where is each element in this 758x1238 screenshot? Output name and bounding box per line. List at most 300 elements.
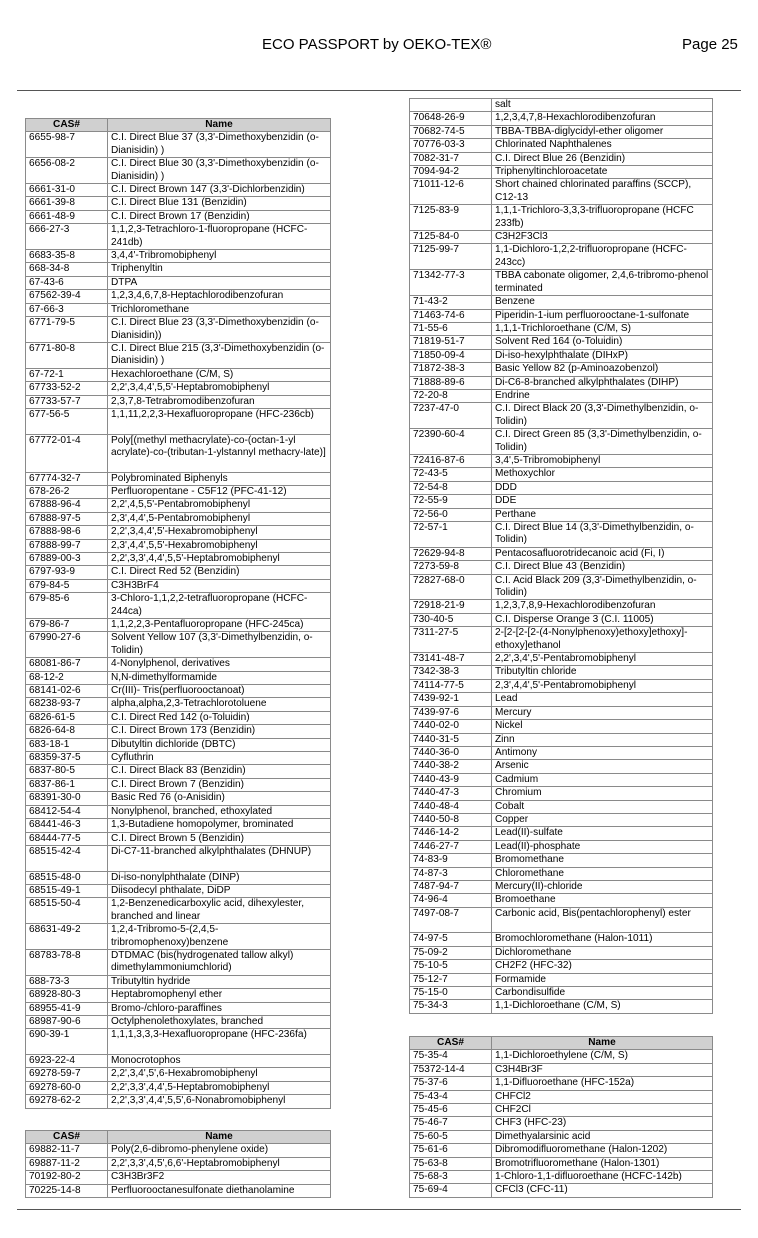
cas-number-cell: 73141-48-7 <box>410 653 492 666</box>
table-row <box>26 342 331 368</box>
substance-name-cell: Dichloromethane <box>492 946 713 959</box>
cas-number-cell: 688-73-3 <box>26 975 108 988</box>
table-row <box>26 975 331 988</box>
cas-number-cell: 7439-92-1 <box>410 693 492 706</box>
table-row <box>410 403 713 429</box>
cas-number-cell: 679-86-7 <box>26 619 108 632</box>
substance-name-cell: 2,3',4,4',5'-Pentabromobiphenyl <box>492 679 713 692</box>
table-row <box>410 813 713 826</box>
table-row <box>26 1144 331 1157</box>
table-row <box>410 152 713 165</box>
substance-name-cell: Bromoethane <box>492 894 713 907</box>
table-row <box>26 1157 331 1170</box>
substance-name-cell: TBBA-TBBA-diglycidyl-ether oligomer <box>492 125 713 138</box>
table-row <box>410 1144 713 1157</box>
cas-number-cell: 67888-97-5 <box>26 512 108 525</box>
table-row <box>410 733 713 746</box>
cas-number-cell: 71-43-2 <box>410 296 492 309</box>
table-row <box>26 738 331 751</box>
table-row <box>410 787 713 800</box>
substance-name-cell: Copper <box>492 813 713 826</box>
substance-name-cell: Tributyltin chloride <box>492 666 713 679</box>
substance-name-cell: 1,1,11,2,2,3-Hexafluoropropane (HFC-236cb) <box>108 408 331 434</box>
substance-name-cell: 1,2,3,7,8,9-Hexachlorodibenzofuran <box>492 600 713 613</box>
cas-number-cell: 71-55-6 <box>410 322 492 335</box>
cas-number-cell: 75-12-7 <box>410 973 492 986</box>
table-row <box>410 429 713 455</box>
substance-name-cell: 2,2',3,4',5',6-Hexabromobiphenyl <box>108 1068 331 1081</box>
cas-number-cell: 68081-86-7 <box>26 658 108 671</box>
cas-number-cell: 72827-68-0 <box>410 574 492 600</box>
substance-name-cell: C.I. Direct Red 52 (Benzidin) <box>108 566 331 579</box>
table-row <box>410 125 713 138</box>
table-row <box>410 600 713 613</box>
substance-name-cell: Tributyltin hydride <box>108 975 331 988</box>
cas-number-cell: 75-37-6 <box>410 1077 492 1090</box>
table-row <box>26 250 331 263</box>
table-row <box>410 1050 713 1063</box>
substance-name-cell: 1,2,3,4,6,7,8-Heptachlorodibenzofuran <box>108 290 331 303</box>
cas-number-cell: 72416-87-6 <box>410 454 492 467</box>
substance-name-cell: 1,1-Dichloroethane (C/M, S) <box>492 1000 713 1013</box>
table-row <box>410 296 713 309</box>
table-row <box>410 1104 713 1117</box>
table-row <box>410 495 713 508</box>
table-row <box>410 854 713 867</box>
cas-number-cell: 72-54-8 <box>410 481 492 494</box>
substance-name-cell: CHF2Cl <box>492 1104 713 1117</box>
substance-name-cell: Octylphenolethoxylates, branched <box>108 1015 331 1028</box>
cas-number-cell: 7237-47-0 <box>410 403 492 429</box>
substance-name-cell: Hexachloroethane (C/M, S) <box>108 368 331 381</box>
table-row <box>26 1015 331 1028</box>
cas-number-cell: 7311-27-5 <box>410 627 492 653</box>
cas-number-cell: 68141-02-6 <box>26 685 108 698</box>
cas-number-cell: 7497-08-7 <box>410 907 492 933</box>
cas-number-cell: 67733-57-7 <box>26 395 108 408</box>
substance-name-cell: 2,2',3,4,4',5,5'-Heptabromobiphenyl <box>108 382 331 395</box>
substance-name-cell: C.I. Direct Blue 215 (3,3'-Dimethoxybenzidin (o-Dianisidin) ) <box>108 342 331 368</box>
table-row <box>26 566 331 579</box>
substance-name-cell: CHF3 (HFC-23) <box>492 1117 713 1130</box>
table-row <box>26 871 331 884</box>
cas-number-cell: 7487-94-7 <box>410 880 492 893</box>
cas-number-cell: 690-39-1 <box>26 1029 108 1055</box>
substance-name-cell: Carbondisulfide <box>492 987 713 1000</box>
cas-number-cell: 7440-02-0 <box>410 720 492 733</box>
substance-name-cell: 2-[2-[2-[2-(4-Nonylphenoxy)ethoxy]ethoxy]-ethoxy]ethanol <box>492 627 713 653</box>
table-row <box>410 894 713 907</box>
cas-number-cell: 6771-80-8 <box>26 342 108 368</box>
table-row <box>26 711 331 724</box>
cas-number-cell: 7440-31-5 <box>410 733 492 746</box>
substance-name-cell: C.I. Direct Brown 147 (3,3'-Dichlorbenzidin) <box>108 184 331 197</box>
table-row <box>410 627 713 653</box>
cas-number-cell: 6683-35-8 <box>26 250 108 263</box>
table-row <box>410 880 713 893</box>
cas-number-cell: 67772-01-4 <box>26 434 108 472</box>
substance-name-cell: DTDMAC (bis(hydrogenated tallow alkyl) dimethylammoniumchlorid) <box>108 949 331 975</box>
footer-rule <box>17 1209 741 1210</box>
substance-name-cell: Di-iso-hexylphthalate (DIHxP) <box>492 349 713 362</box>
cas-number-cell: 6797-93-9 <box>26 566 108 579</box>
cas-number-cell: 68444-77-5 <box>26 832 108 845</box>
table-body <box>26 1144 331 1198</box>
cas-number-cell: 72-55-9 <box>410 495 492 508</box>
table-row <box>410 760 713 773</box>
substance-name-cell: Nickel <box>492 720 713 733</box>
substance-name-cell: Perfluorooctanesulfonate diethanolamine <box>108 1184 331 1197</box>
cas-number-cell: 68955-41-9 <box>26 1002 108 1015</box>
table-row <box>410 231 713 244</box>
cas-number-cell: 74114-77-5 <box>410 679 492 692</box>
substance-name-cell: Triphenyltinchloroacetate <box>492 166 713 179</box>
cas-number-cell: 678-26-2 <box>26 485 108 498</box>
substance-name-cell: C3H4Br3F <box>492 1063 713 1076</box>
cas-number-cell: 68928-80-3 <box>26 989 108 1002</box>
table-row <box>26 685 331 698</box>
cas-number-cell: 72-20-8 <box>410 389 492 402</box>
cas-number-cell: 6826-61-5 <box>26 711 108 724</box>
cas-number-cell: 75-09-2 <box>410 946 492 959</box>
substance-table-right-2 <box>409 1036 713 1198</box>
table-row <box>26 197 331 210</box>
table-row <box>410 561 713 574</box>
table-row <box>26 1054 331 1067</box>
table-row <box>410 679 713 692</box>
substance-name-cell: Trichloromethane <box>108 303 331 316</box>
substance-name-cell: Polybrominated Biphenyls <box>108 472 331 485</box>
table-row <box>26 210 331 223</box>
name-column-header: Name <box>108 1131 331 1144</box>
cas-column-header: CAS# <box>410 1037 492 1050</box>
cas-number-cell: 72-57-1 <box>410 522 492 548</box>
table-row <box>410 907 713 933</box>
name-column-header: Name <box>492 1037 713 1050</box>
cas-number-cell: 70776-03-3 <box>410 139 492 152</box>
substance-name-cell: 2,3,7,8-Tetrabromodibenzofuran <box>108 395 331 408</box>
table-row <box>410 179 713 205</box>
substance-name-cell: Bromomethane <box>492 854 713 867</box>
header-rule <box>17 90 741 91</box>
table-row <box>410 508 713 521</box>
cas-number-cell: 74-87-3 <box>410 867 492 880</box>
cas-number-cell: 6771-79-5 <box>26 317 108 343</box>
table-row <box>410 1171 713 1184</box>
cas-number-cell: 6661-39-8 <box>26 197 108 210</box>
substance-name-cell: 1,2,4-Tribromo-5-(2,4,5-tribromophenoxy)benzene <box>108 924 331 950</box>
cas-number-cell: 68238-93-7 <box>26 698 108 711</box>
table-row <box>410 1117 713 1130</box>
table-header-row <box>26 1131 331 1144</box>
table-row <box>26 1029 331 1055</box>
substance-name-cell: Perthane <box>492 508 713 521</box>
cas-number-cell: 67888-98-6 <box>26 526 108 539</box>
substance-name-cell: Zinn <box>492 733 713 746</box>
cas-number-cell: 68412-54-4 <box>26 805 108 818</box>
cas-number-cell: 7440-38-2 <box>410 760 492 773</box>
substance-name-cell: DTPA <box>108 276 331 289</box>
cas-number-cell: 677-56-5 <box>26 408 108 434</box>
table-row <box>26 485 331 498</box>
cas-number-cell: 71888-89-6 <box>410 376 492 389</box>
table-row <box>26 752 331 765</box>
cas-number-cell: 69278-60-0 <box>26 1081 108 1094</box>
substance-name-cell: Lead(II)-phosphate <box>492 840 713 853</box>
table-row <box>26 303 331 316</box>
table-row <box>410 1184 713 1197</box>
cas-number-cell: 6826-64-8 <box>26 725 108 738</box>
cas-number-cell: 75-34-3 <box>410 1000 492 1013</box>
table-row <box>26 579 331 592</box>
cas-number-cell: 68515-49-1 <box>26 884 108 897</box>
table-row <box>410 244 713 270</box>
substance-name-cell: Heptabromophenyl ether <box>108 989 331 1002</box>
cas-column-header: CAS# <box>26 1131 108 1144</box>
table-row <box>26 924 331 950</box>
cas-number-cell: 67774-32-7 <box>26 472 108 485</box>
substance-name-cell: Poly(2,6-dibromo-phenylene oxide) <box>108 1144 331 1157</box>
table-body <box>410 1050 713 1197</box>
table-row <box>26 1171 331 1184</box>
cas-number-cell: 75-61-6 <box>410 1144 492 1157</box>
table-row <box>26 408 331 434</box>
page-number: Page 25 <box>682 36 738 53</box>
substance-name-cell: 1,1,1-Trichloro-3,3,3-trifluoropropane (HCFC 233fb) <box>492 205 713 231</box>
cas-number-cell: 6655-98-7 <box>26 132 108 158</box>
table-header-row <box>410 1037 713 1050</box>
cas-number-cell: 69278-62-2 <box>26 1095 108 1108</box>
table-row <box>410 706 713 719</box>
table-row <box>26 263 331 276</box>
substance-name-cell: C.I. Direct Blue 14 (3,3'-Dimethylbenzidin, o-Tolidin) <box>492 522 713 548</box>
cas-number-cell: 68515-50-4 <box>26 898 108 924</box>
substance-name-cell: Bromo-/chloro-paraffines <box>108 1002 331 1015</box>
cas-number-cell: 67889-00-3 <box>26 552 108 565</box>
substance-name-cell: C.I. Direct Brown 17 (Benzidin) <box>108 210 331 223</box>
cas-number-cell: 74-96-4 <box>410 894 492 907</box>
substance-name-cell: Lead <box>492 693 713 706</box>
table-row <box>410 653 713 666</box>
cas-number-cell: 679-85-6 <box>26 593 108 619</box>
cas-number-cell: 75-35-4 <box>410 1050 492 1063</box>
table-row <box>410 933 713 946</box>
table-row <box>410 987 713 1000</box>
table-row <box>410 481 713 494</box>
cas-number-cell: 71463-74-6 <box>410 309 492 322</box>
substance-name-cell: Piperidin-1-ium perfluorooctane-1-sulfonate <box>492 309 713 322</box>
cas-number-cell: 67562-39-4 <box>26 290 108 303</box>
substance-name-cell: 1,1-Dichloroethylene (C/M, S) <box>492 1050 713 1063</box>
substance-name-cell: 1,1,2,3-Tetrachloro-1-fluoropropane (HCFC-241db) <box>108 224 331 250</box>
cas-number-cell: 72918-21-9 <box>410 600 492 613</box>
substance-table-left-2 <box>25 1130 331 1198</box>
table-row <box>410 946 713 959</box>
table-row <box>26 698 331 711</box>
cas-number-cell: 70225-14-8 <box>26 1184 108 1197</box>
table-body <box>410 99 713 1014</box>
table-row <box>410 840 713 853</box>
table-row <box>410 800 713 813</box>
cas-number-cell: 75-60-5 <box>410 1130 492 1143</box>
table-body <box>26 132 331 1108</box>
cas-number-cell: 666-27-3 <box>26 224 108 250</box>
cas-number-cell: 71850-09-4 <box>410 349 492 362</box>
table-row <box>26 725 331 738</box>
table-row <box>410 1130 713 1143</box>
cas-number-cell: 6661-31-0 <box>26 184 108 197</box>
substance-name-cell: Bromochloromethane (Halon-1011) <box>492 933 713 946</box>
substance-name-cell: 1,1-Difluoroethane (HFC-152a) <box>492 1077 713 1090</box>
cas-number-cell: 7440-48-4 <box>410 800 492 813</box>
cas-number-cell: 75372-14-4 <box>410 1063 492 1076</box>
substance-name-cell: C.I. Direct Blue 131 (Benzidin) <box>108 197 331 210</box>
table-row <box>410 973 713 986</box>
table-row <box>26 819 331 832</box>
cas-number-cell: 75-43-4 <box>410 1090 492 1103</box>
table-row <box>26 884 331 897</box>
cas-number-cell: 71819-51-7 <box>410 336 492 349</box>
substance-name-cell: 2,2',3,3',4,4',5-Heptabromobiphenyl <box>108 1081 331 1094</box>
cas-number-cell: 70682-74-5 <box>410 125 492 138</box>
substance-name-cell: 2,2',4,5,5'-Pentabromobiphenyl <box>108 499 331 512</box>
substance-name-cell: C.I. Direct Blue 30 (3,3'-Dimethoxybenzidin (o-Dianisidin) ) <box>108 158 331 184</box>
table-row <box>26 539 331 552</box>
cas-number-cell: 67888-99-7 <box>26 539 108 552</box>
table-row <box>410 1000 713 1013</box>
substance-name-cell: Triphenyltin <box>108 263 331 276</box>
table-row <box>26 184 331 197</box>
substance-name-cell: 1,2-Benzenedicarboxylic acid, dihexylester, branched and linear <box>108 898 331 924</box>
table-row <box>26 765 331 778</box>
cas-number-cell: 6923-22-4 <box>26 1054 108 1067</box>
substance-name-cell: Nonylphenol, branched, ethoxylated <box>108 805 331 818</box>
cas-number-cell: 67990-27-6 <box>26 632 108 658</box>
substance-name-cell: DDE <box>492 495 713 508</box>
table-row <box>410 349 713 362</box>
substance-name-cell: 3,4',5-Tribromobiphenyl <box>492 454 713 467</box>
cas-number-cell: 7125-99-7 <box>410 244 492 270</box>
table-row <box>410 454 713 467</box>
cas-number-cell: 7440-47-3 <box>410 787 492 800</box>
table-row <box>410 574 713 600</box>
table-row <box>410 613 713 626</box>
substance-name-cell: Lead(II)-sulfate <box>492 827 713 840</box>
cas-number-cell: 69278-59-7 <box>26 1068 108 1081</box>
table-row <box>410 166 713 179</box>
cas-number-cell: 68987-90-6 <box>26 1015 108 1028</box>
table-row <box>410 547 713 560</box>
table-row <box>410 389 713 402</box>
substance-name-cell: C.I. Direct Blue 37 (3,3'-Dimethoxybenzidin (o-Dianisidin) ) <box>108 132 331 158</box>
substance-name-cell: Basic Red 76 (o-Anisidin) <box>108 792 331 805</box>
table-row <box>26 1184 331 1197</box>
cas-number-cell: 7082-31-7 <box>410 152 492 165</box>
table-row <box>26 792 331 805</box>
table-row <box>26 158 331 184</box>
table-row <box>26 290 331 303</box>
table-row <box>410 746 713 759</box>
cas-number-cell: 68391-30-0 <box>26 792 108 805</box>
substance-name-cell: Chloromethane <box>492 867 713 880</box>
cas-number-cell: 7446-14-2 <box>410 827 492 840</box>
substance-name-cell: 1,1-Dichloro-1,2,2-trifluoropropane (HCFC-243cc) <box>492 244 713 270</box>
table-row <box>26 989 331 1002</box>
cas-number-cell: 68515-42-4 <box>26 845 108 871</box>
document-title: ECO PASSPORT by OEKO-TEX® <box>262 36 492 53</box>
table-row <box>26 395 331 408</box>
substance-name-cell: 1,1,2,2,3-Pentafluoropropane (HFC-245ca) <box>108 619 331 632</box>
substance-name-cell: C.I. Disperse Orange 3 (C.I. 11005) <box>492 613 713 626</box>
table-row <box>410 960 713 973</box>
substance-name-cell: Cadmium <box>492 773 713 786</box>
table-row <box>26 368 331 381</box>
substance-name-cell: salt <box>492 99 713 112</box>
table-row <box>410 867 713 880</box>
table-row <box>410 270 713 296</box>
cas-number-cell: 75-46-7 <box>410 1117 492 1130</box>
substance-table-right-1 <box>409 98 713 1014</box>
substance-name-cell: C3H2F3Cl3 <box>492 231 713 244</box>
substance-name-cell: Dibromodifluoromethane (Halon-1202) <box>492 1144 713 1157</box>
cas-number-cell: 71011-12-6 <box>410 179 492 205</box>
cas-number-cell: 7440-50-8 <box>410 813 492 826</box>
substance-name-cell: 1,1,1,3,3,3-Hexafluoropropane (HFC-236fa) <box>108 1029 331 1055</box>
substance-table-left-1 <box>25 118 331 1109</box>
table-row <box>26 526 331 539</box>
table-row <box>410 112 713 125</box>
table-row <box>410 468 713 481</box>
cas-number-cell: 7125-84-0 <box>410 231 492 244</box>
cas-number-cell: 7439-97-6 <box>410 706 492 719</box>
cas-number-cell: 75-69-4 <box>410 1184 492 1197</box>
cas-number-cell: 67-43-6 <box>26 276 108 289</box>
cas-number-cell: 679-84-5 <box>26 579 108 592</box>
cas-column-header: CAS# <box>26 119 108 132</box>
substance-name-cell: DDD <box>492 481 713 494</box>
cas-number-cell: 7125-83-9 <box>410 205 492 231</box>
cas-number-cell: 68441-46-3 <box>26 819 108 832</box>
cas-number-cell: 6837-86-1 <box>26 778 108 791</box>
cas-number-cell: 67-72-1 <box>26 368 108 381</box>
substance-name-cell: C3H3Br3F2 <box>108 1171 331 1184</box>
table-row <box>410 666 713 679</box>
substance-name-cell: Cyfluthrin <box>108 752 331 765</box>
table-row <box>26 472 331 485</box>
substance-name-cell: 1,2,3,4,7,8-Hexachlorodibenzofuran <box>492 112 713 125</box>
cas-number-cell <box>410 99 492 112</box>
substance-name-cell: C.I. Direct Red 142 (o-Toluidin) <box>108 711 331 724</box>
cas-number-cell: 6661-48-9 <box>26 210 108 223</box>
table-row <box>410 773 713 786</box>
substance-name-cell: Antimony <box>492 746 713 759</box>
table-row <box>410 720 713 733</box>
substance-name-cell: Di-C6-8-branched alkylphthalates (DIHP) <box>492 376 713 389</box>
substance-name-cell: Perfluoropentane - C5F12 (PFC-41-12) <box>108 485 331 498</box>
cas-number-cell: 74-83-9 <box>410 854 492 867</box>
substance-name-cell: Dimethyalarsinic acid <box>492 1130 713 1143</box>
substance-name-cell: Chromium <box>492 787 713 800</box>
cas-number-cell: 69887-11-2 <box>26 1157 108 1170</box>
cas-number-cell: 71872-38-3 <box>410 363 492 376</box>
substance-name-cell: Di-iso-nonylphthalate (DINP) <box>108 871 331 884</box>
substance-name-cell: Chlorinated Naphthalenes <box>492 139 713 152</box>
cas-number-cell: 72629-94-8 <box>410 547 492 560</box>
substance-name-cell: C.I. Direct Brown 7 (Benzidin) <box>108 778 331 791</box>
substance-name-cell: CFCl3 (CFC-11) <box>492 1184 713 1197</box>
cas-number-cell: 74-97-5 <box>410 933 492 946</box>
substance-name-cell: 1-Chloro-1,1-difluoroethane (HCFC-142b) <box>492 1171 713 1184</box>
